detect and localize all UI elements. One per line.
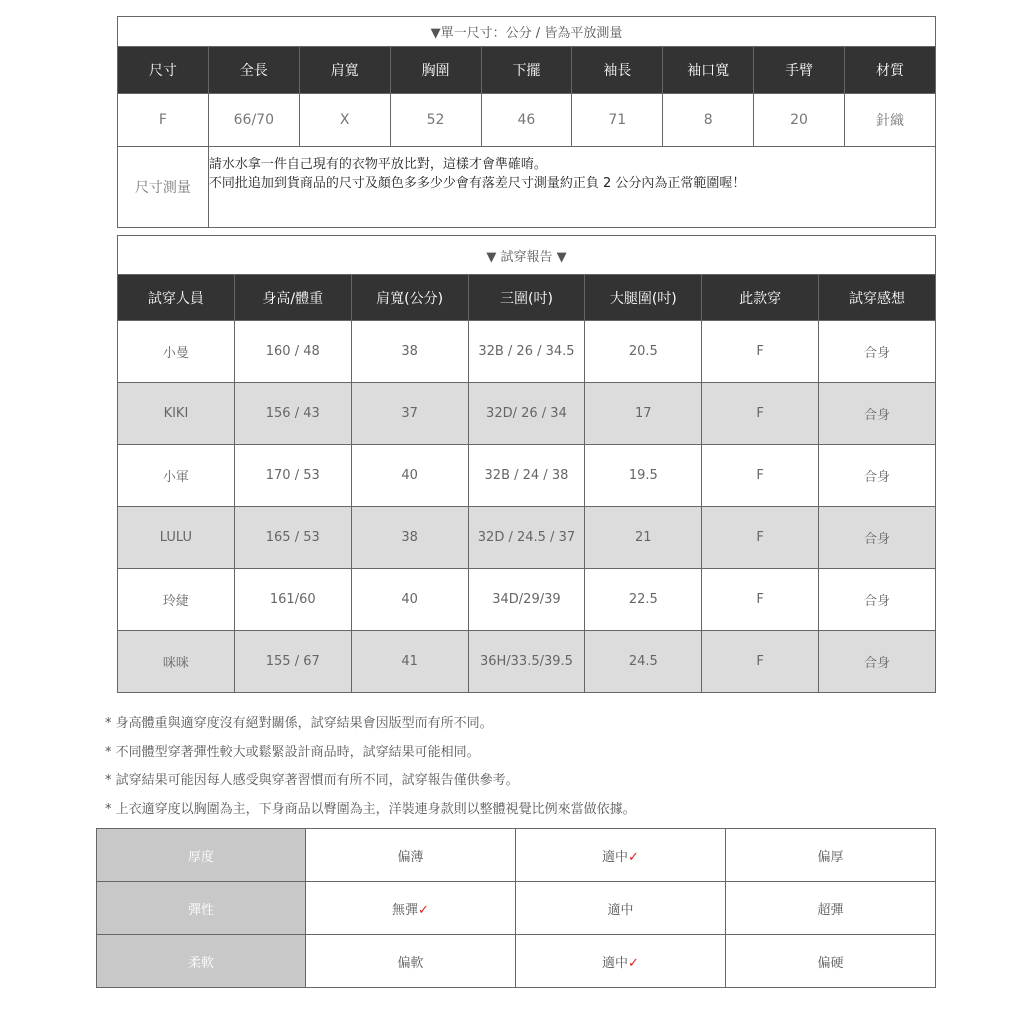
- size-header-cell: 下擺: [481, 47, 572, 94]
- fit-header-cell: 此款穿: [702, 275, 819, 321]
- check-icon: ✓: [628, 849, 639, 865]
- fit-cell: KIKI: [118, 383, 235, 445]
- fit-cell: F: [702, 321, 819, 383]
- fabric-attribute-table: [96, 828, 936, 988]
- attr-option-text: 偏薄: [397, 849, 424, 865]
- attr-option: [306, 829, 516, 882]
- fit-cell: 170 / 53: [234, 445, 351, 507]
- size-header-cell: 尺寸: [118, 47, 209, 94]
- fit-cell: 34D/29/39: [468, 569, 585, 631]
- fit-row: [118, 445, 936, 507]
- size-note-label: 尺寸測量: [118, 147, 209, 228]
- size-caption: ▼單一尺寸：公分 / 皆為平放測量: [118, 17, 936, 47]
- fit-cell: 37: [351, 383, 468, 445]
- size-header-cell: 手臂: [754, 47, 845, 94]
- attr-option: [306, 935, 516, 988]
- fit-row: [118, 631, 936, 693]
- fit-cell: 38: [351, 507, 468, 569]
- attr-option: [306, 882, 516, 935]
- fit-header-cell: 試穿人員: [118, 275, 235, 321]
- fit-cell: 161/60: [234, 569, 351, 631]
- attr-option-text: 超彈: [817, 902, 844, 918]
- fit-cell: 合身: [819, 321, 936, 383]
- fit-cell: 40: [351, 445, 468, 507]
- fit-cell: 32B / 24 / 38: [468, 445, 585, 507]
- fit-cell: 32B / 26 / 34.5: [468, 321, 585, 383]
- size-cell: 52: [390, 94, 481, 147]
- fit-report-table: [117, 235, 936, 693]
- fit-cell: F: [702, 569, 819, 631]
- size-cell: 46: [481, 94, 572, 147]
- fit-note: * 試穿結果可能因每人感受與穿著習慣而有所不同，試穿報告僅供參考。: [105, 773, 519, 788]
- size-header-cell: 材質: [845, 47, 936, 94]
- fit-row: [118, 321, 936, 383]
- fit-cell: 玲緁: [118, 569, 235, 631]
- size-header-cell: 袖長: [572, 47, 663, 94]
- size-cell: 20: [754, 94, 845, 147]
- fit-cell: 32D / 24.5 / 37: [468, 507, 585, 569]
- fit-cell: 160 / 48: [234, 321, 351, 383]
- size-cell: F: [118, 94, 209, 147]
- fit-caption-row: [118, 236, 936, 275]
- fit-cell: 小軍: [118, 445, 235, 507]
- size-header-cell: 胸圍: [390, 47, 481, 94]
- fit-caption: ▼ 試穿報告 ▼: [118, 236, 936, 275]
- fit-cell: 17: [585, 383, 702, 445]
- size-note-row: [118, 147, 936, 228]
- fit-cell: F: [702, 507, 819, 569]
- attr-option: [726, 882, 936, 935]
- size-note-line: 請水水拿一件自己現有的衣物平放比對，這樣才會準確唷。: [208, 157, 547, 172]
- attr-option-text: 適中: [602, 849, 629, 865]
- attr-option-text: 適中: [602, 955, 629, 971]
- fit-row: [118, 569, 936, 631]
- fit-note: * 不同體型穿著彈性較大或鬆緊設計商品時，試穿結果可能相同。: [105, 744, 480, 760]
- attr-option-text: 適中: [607, 902, 634, 918]
- attr-option-text: 偏厚: [817, 849, 844, 865]
- attr-option: [516, 935, 726, 988]
- check-icon: ✓: [628, 955, 639, 971]
- fit-cell: 156 / 43: [234, 383, 351, 445]
- fit-header-cell: 試穿感想: [819, 275, 936, 321]
- fit-cell: 24.5: [585, 631, 702, 693]
- size-header-row: [118, 47, 936, 94]
- fit-row: [118, 507, 936, 569]
- fit-cell: 155 / 67: [234, 631, 351, 693]
- fit-cell: F: [702, 383, 819, 445]
- check-icon: ✓: [418, 902, 429, 918]
- attr-option-text: 無彈: [392, 902, 419, 918]
- size-cell: 71: [572, 94, 663, 147]
- fit-header-cell: 大腿圍(吋): [585, 275, 702, 321]
- fit-cell: 32D/ 26 / 34: [468, 383, 585, 445]
- size-cell: 8: [663, 94, 754, 147]
- size-note-text: [208, 147, 935, 228]
- attr-row-softness: [97, 935, 936, 988]
- fit-note: * 身高體重與適穿度沒有絕對關係，試穿結果會因版型而有所不同。: [105, 716, 493, 731]
- fit-note: * 上衣適穿度以胸圍為主，下身商品以臀圍為主，洋裝連身款則以整體視覺比例來當做依據。: [105, 801, 636, 817]
- fit-cell: 合身: [819, 507, 936, 569]
- size-cell: 66/70: [208, 94, 299, 147]
- attr-row-elasticity: [97, 882, 936, 935]
- attr-label: 柔軟: [97, 935, 306, 988]
- fit-cell: 合身: [819, 569, 936, 631]
- attr-option: [516, 829, 726, 882]
- fit-cell: 38: [351, 321, 468, 383]
- fit-header-row: [118, 275, 936, 321]
- attr-option: [726, 829, 936, 882]
- size-cell: 針織: [845, 94, 936, 147]
- attr-option: [516, 882, 726, 935]
- attr-row-thickness: [97, 829, 936, 882]
- fit-cell: 合身: [819, 445, 936, 507]
- fit-cell: 40: [351, 569, 468, 631]
- attr-option-text: 偏軟: [397, 955, 424, 971]
- fit-cell: 36H/33.5/39.5: [468, 631, 585, 693]
- fit-cell: 22.5: [585, 569, 702, 631]
- size-header-cell: 全長: [208, 47, 299, 94]
- fit-cell: 20.5: [585, 321, 702, 383]
- attr-option: [726, 935, 936, 988]
- size-table: [117, 16, 936, 228]
- size-cell: X: [299, 94, 390, 147]
- size-data-row: [118, 94, 936, 147]
- fit-header-cell: 肩寬(公分): [351, 275, 468, 321]
- attr-option-text: 偏硬: [817, 955, 844, 971]
- fit-cell: LULU: [118, 507, 235, 569]
- fit-cell: 21: [585, 507, 702, 569]
- fit-cell: 41: [351, 631, 468, 693]
- fit-cell: 合身: [819, 631, 936, 693]
- attr-label: 厚度: [97, 829, 306, 882]
- fit-cell: F: [702, 445, 819, 507]
- fit-cell: 165 / 53: [234, 507, 351, 569]
- fit-row: [118, 383, 936, 445]
- fit-cell: 咪咪: [118, 631, 235, 693]
- size-header-cell: 肩寬: [299, 47, 390, 94]
- size-caption-row: [118, 17, 936, 47]
- fit-cell: F: [702, 631, 819, 693]
- fit-notes-list: [105, 713, 636, 827]
- attr-label: 彈性: [97, 882, 306, 935]
- fit-cell: 合身: [819, 383, 936, 445]
- size-header-cell: 袖口寬: [663, 47, 754, 94]
- fit-header-cell: 身高/體重: [234, 275, 351, 321]
- fit-cell: 小曼: [118, 321, 235, 383]
- fit-cell: 19.5: [585, 445, 702, 507]
- size-note-line: 不同批追加到貨商品的尺寸及顏色多多少少會有落差尺寸測量約正負 2 公分內為正常範圍喔！: [208, 176, 746, 191]
- fit-header-cell: 三圍(吋): [468, 275, 585, 321]
